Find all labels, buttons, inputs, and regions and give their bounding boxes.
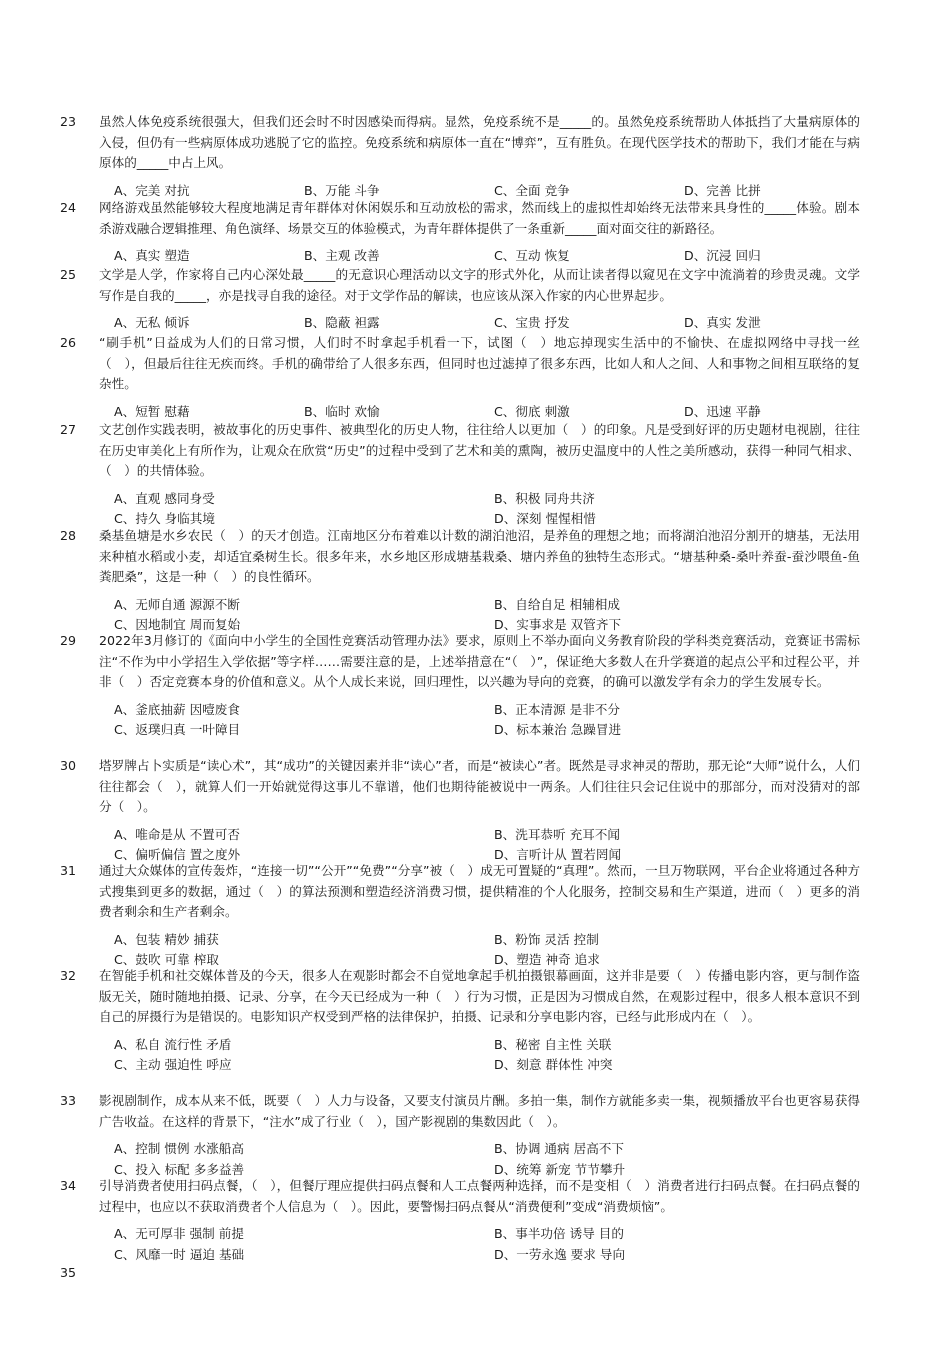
question-stem: 虽然人体免疫系统很强大，但我们还会时不时因感染而得病。显然，免疫系统不是_____的。虽然免疫系统帮助人体抵挡了大量病原体的入侵，但仍有一些病原体成功逃脱了它的监控。免疫系统和病原体一直在“博弈”，互有胜负。在现代医学技术的帮助下，我们才能在与病原体的_____中占上风。: [99, 114, 860, 170]
options: [114, 1035, 860, 1076]
option-a: A、真实 塑造: [114, 248, 190, 263]
question-number: 28: [60, 528, 77, 543]
option-b: B、秘密 自主性 关联: [494, 1036, 612, 1052]
option-c: C、投入 标配 多多益善: [114, 1161, 245, 1177]
question-stem: 引导消费者使用扫码点餐，（ ），但餐厅理应提供扫码点餐和人工点餐两种选择，而不是变相（ ）消费者进行扫码点餐。在扫码点餐的过程中，也应以不获取消费者个人信息为（ ）。因此，要警惕扫码点餐从“消费便利”变成“消费烦恼”。: [99, 1178, 860, 1214]
question-number: 30: [60, 758, 77, 773]
question-stem: 桑基鱼塘是水乡农民（ ）的天才创造。江南地区分布着难以计数的湖泊池沼，是养鱼的理想之地；而将湖泊池沼分割开的塘基，无法用来种植水稻或小麦，却适宜桑树生长。很多年来，水乡地区形成塘基栽桑、塘内养鱼的独特生态形式。“塘基种桑-桑叶养蚕-蚕沙喂鱼-鱼粪肥桑”，这是一种（ ）的良性循环。: [99, 528, 860, 584]
question-number: 23: [60, 114, 77, 129]
question-31: [60, 861, 860, 971]
option-b: B、隐蔽 袒露: [304, 315, 380, 330]
question-33: [60, 1091, 860, 1180]
option-d: D、深刻 惺惺相惜: [494, 511, 596, 526]
option-d: D、实事求是 双管齐下: [494, 617, 622, 632]
question-stem: 网络游戏虽然能够较大程度地满足青年群体对休闲娱乐和互动放松的需求，然而线上的虚拟性却始终无法带来具身性的_____体验。剧本杀游戏融合逻辑推理、角色演绎、场景交互的体验模式，为青年群体提供了一条重新_____面对面交往的新路径。: [99, 200, 860, 236]
question-number: 29: [60, 633, 77, 648]
option-a: A、完美 对抗: [114, 182, 190, 198]
question-stem: 文艺创作实践表明，被故事化的历史事件、被典型化的历史人物，往往给人以更加（ ）的印象。凡是受到好评的历史题材电视剧，往往在历史审美化上有所作为，让观众在欣赏“历史”的过程中受到了艺术和美的熏陶，被历史温度中的人性之美所感动，获得一种同气相求、（ ）的共情体验。: [99, 422, 860, 478]
option-a: A、唯命是从 不置可否: [114, 826, 240, 842]
question-number: 25: [60, 267, 77, 282]
question-stem: 通过大众媒体的宣传轰炸，“连接一切”“公开”“免费”“分享”被（ ）成无可置疑的“真理”。然而，一旦万物联网，平台企业将通过各种方式搜集到更多的数据，通过（ ）的算法预测和塑造经济消费习惯，提供精准的个人化服务，控制交易和生产渠道，进而（ ）更多的消费者剩余和生产者剩余。: [99, 863, 860, 919]
question-stem: “刷手机”日益成为人们的日常习惯，人们时不时拿起手机看一下，试图（ ）地忘掉现实生活中的不愉快、在虚拟网络中寻找一丝（ ），但最后往往无疾而终。手机的确带给了人很多东西，但同时也过滤掉了很多东西，比如人和人之间、人和事物之间相互联络的复杂性。: [99, 335, 860, 391]
question-number: 32: [60, 968, 77, 983]
option-b: B、粉饰 灵活 控制: [494, 931, 599, 947]
option-a: A、无私 倾诉: [114, 315, 190, 330]
question-number: 33: [60, 1093, 77, 1108]
options: [114, 246, 860, 267]
option-b: B、主观 改善: [304, 248, 380, 263]
option-d: D、真实 发泄: [684, 315, 761, 330]
options: [114, 402, 860, 423]
question-number: 24: [60, 200, 77, 215]
options: [114, 825, 860, 866]
option-a: A、短暂 慰藉: [114, 403, 190, 419]
option-a: A、私自 流行性 矛盾: [114, 1036, 232, 1052]
option-d: D、言听计从 置若罔闻: [494, 847, 622, 862]
option-a: A、釜底抽薪 因噎废食: [114, 701, 240, 717]
options: [114, 930, 860, 971]
question-stem: 文学是人学，作家将自己内心深处最_____的无意识心理活动以文字的形式外化，从而让读者得以窥见在文字中流淌着的珍贵灵魂。文学写作是自我的_____，亦是找寻自我的途径。对于文学作品的解读，也应该从深入作家的内心世界起步。: [99, 267, 860, 303]
question-23: [60, 112, 860, 201]
option-a: A、无可厚非 强制 前提: [114, 1226, 244, 1241]
option-a: A、无师自通 源源不断: [114, 596, 240, 612]
question-number: 27: [60, 422, 77, 437]
option-c: C、因地制宜 周而复始: [114, 617, 241, 632]
option-c: C、彻底 刺激: [494, 403, 570, 419]
option-d: D、迅速 平静: [684, 403, 761, 419]
option-c: C、偏听偏信 置之度外: [114, 847, 241, 862]
question-number: 34: [60, 1178, 77, 1193]
option-c: C、互动 恢复: [494, 248, 570, 263]
question-26: [60, 333, 860, 422]
option-d: D、沉浸 回归: [684, 248, 761, 263]
option-d: D、塑造 神奇 追求: [494, 952, 600, 967]
option-d: D、完善 比拼: [684, 182, 761, 198]
option-b: B、正本清源 是非不分: [494, 701, 620, 717]
question-30: [60, 756, 860, 866]
option-d: D、统筹 新宠 节节攀升: [494, 1161, 626, 1177]
question-stem: 影视剧制作，成本从来不低，既要（ ）人力与设备，又要支付演员片酬。多拍一集，制作方就能多卖一集，视频播放平台也更容易获得广告收益。在这样的背景下，“注水”成了行业（ ），国产影视剧的集数因此（ ）。: [99, 1093, 860, 1129]
question-28: [60, 526, 860, 636]
option-d: D、刻意 群体性 冲突: [494, 1057, 613, 1072]
question-32: [60, 966, 860, 1076]
question-stem: 塔罗牌占卜实质是“读心术”，其“成功”的关键因素并非“读心”者，而是“被读心”者。既然是寻求神灵的帮助，那无论“大师”说什么，人们往往都会（ ），就算人们一开始就觉得这事儿不靠谱，他们也期待能被说中一两条。人们往往只会记住说中的那部分，而对没猜对的部分（ ）。: [99, 758, 860, 814]
option-c: C、返璞归真 一叶障目: [114, 722, 241, 737]
option-c: C、持久 身临其境: [114, 511, 215, 526]
options: [114, 313, 860, 334]
option-b: B、自给自足 相辅相成: [494, 596, 620, 612]
option-c: C、宝贵 抒发: [494, 315, 570, 330]
option-c: C、主动 强迫性 呼应: [114, 1057, 232, 1072]
options: [114, 1139, 860, 1180]
question-number: 31: [60, 863, 77, 878]
options: [114, 1224, 860, 1265]
option-a: A、控制 惯例 水涨船高: [114, 1141, 244, 1156]
option-a: A、直观 感同身受: [114, 490, 215, 506]
question-27: [60, 420, 860, 530]
option-b: B、临时 欢愉: [304, 403, 380, 419]
options: [114, 595, 860, 636]
question-number-next: 35: [60, 1265, 77, 1280]
option-c: C、鼓吹 可靠 榨取: [114, 952, 219, 967]
question-number: 26: [60, 335, 77, 350]
option-b: B、万能 斗争: [304, 182, 380, 198]
option-b: B、协调 通病 居高不下: [494, 1141, 624, 1156]
question-stem: 2022年3月修订的《面向中小学生的全国性竞赛活动管理办法》要求，原则上不举办面向义务教育阶段的学科类竞赛活动，竞赛证书需标注“不作为中小学招生入学依据”等字样……需要注意的是，上述举措意在“（ ）”，保证绝大多数人在升学赛道的起点公平和过程公平，并非（ ）否定竞赛本身的价值和意义。从个人成长来说，回归理性，以兴趣为导向的竞赛，的确可以激发学有余力的学生发展专长。: [99, 633, 860, 689]
options: [114, 489, 860, 530]
option-a: A、包装 精妙 捕获: [114, 931, 219, 947]
question-25: [60, 265, 860, 334]
option-c: C、全面 竞争: [494, 182, 570, 198]
options: [114, 700, 860, 741]
option-b: B、事半功倍 诱导 目的: [494, 1226, 624, 1241]
question-24: [60, 198, 860, 267]
question-29: [60, 631, 860, 741]
question-34: [60, 1176, 860, 1265]
option-d: D、一劳永逸 要求 导向: [494, 1246, 626, 1262]
question-stem: 在智能手机和社交媒体普及的今天，很多人在观影时都会不自觉地拿起手机拍摄银幕画面，这并非是要（ ）传播电影内容，更与制作盗版无关，随时随地拍摄、记录、分享，在今天已经成为一种（ ）行为习惯，正是因为习惯成自然，在观影过程中，很多人根本意识不到自己的屏摄行为是错误的。电影知识产权受到严格的法律保护，拍摄、记录和分享电影内容，已经与此形成内在（ ）。: [99, 968, 860, 1024]
option-d: D、标本兼治 急躁冒进: [494, 722, 622, 737]
option-c: C、风靡一时 逼迫 基础: [114, 1246, 245, 1262]
option-b: B、积极 同舟共济: [494, 490, 595, 506]
option-b: B、洗耳恭听 充耳不闻: [494, 826, 620, 842]
